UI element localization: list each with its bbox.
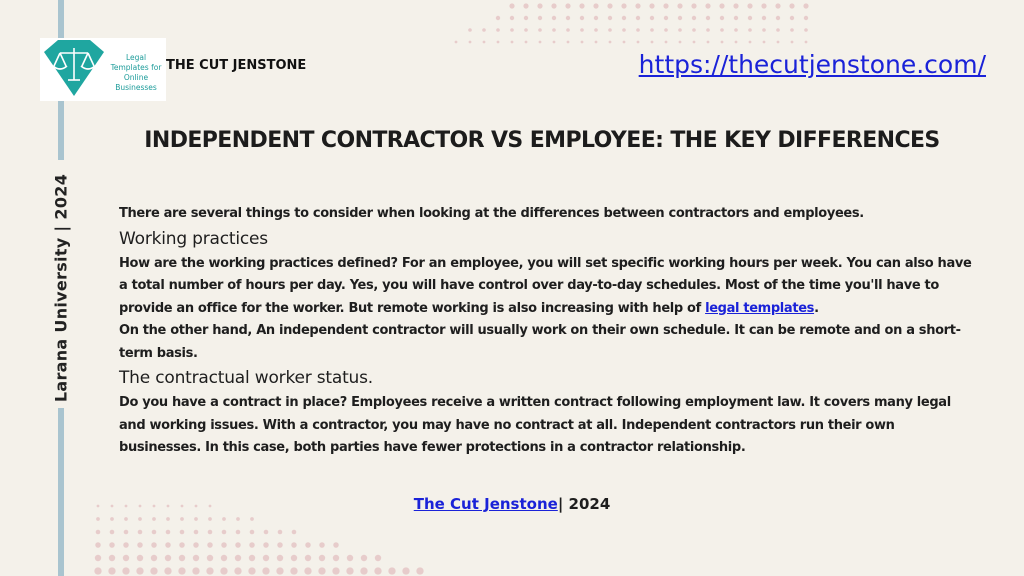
- intro-paragraph: There are several things to consider when looking at the differences between contractors and employees.: [119, 206, 864, 221]
- paragraph-text: How are the working practices defined? For an employee, you will set specific working hours per week. You can also have a total number of hours per day. Yes, you will have control over day-to-day schedules. Most of the time you'll have to provide an office for the worker. But remote working is also increasing with help of: [119, 255, 972, 316]
- logo-text: Legal Templates for Online Businesses: [110, 53, 162, 92]
- accent-bar-bottom: [58, 408, 64, 576]
- page-title: INDEPENDENT CONTRACTOR VS EMPLOYEE: THE KEY DIFFERENCES: [144, 128, 940, 153]
- heading-working-practices: Working practices: [119, 228, 268, 249]
- brand-name: THE CUT JENSTONE: [166, 58, 307, 73]
- paragraph-end: .: [814, 300, 819, 316]
- logo: [40, 38, 166, 101]
- working-practices-paragraph: [119, 253, 979, 321]
- article-body: [119, 203, 979, 460]
- footer: [0, 495, 1024, 513]
- legal-templates-link[interactable]: legal templates: [705, 300, 815, 316]
- footer-link[interactable]: The Cut Jenstone: [413, 495, 558, 513]
- contract-paragraph: Do you have a contract in place? Employees receive a written contract following employment law. It covers many legal and working issues. With a contractor, you may have no contract at all. Independent contractors run their own businesses. In this case, both parties have fewer protections in a contractor relationship.: [119, 395, 951, 455]
- heading-contractual-status: The contractual worker status.: [119, 368, 373, 388]
- footer-year: | 2024: [557, 495, 611, 513]
- website-link[interactable]: https://thecutjenstone.com/: [638, 50, 986, 79]
- contractor-schedule-paragraph: On the other hand, An independent contractor will usually work on their own schedule. It can be remote and on a short-term basis.: [119, 323, 961, 361]
- scales-of-justice-icon: [40, 38, 110, 101]
- side-label: Larana University | 2024: [51, 173, 71, 403]
- top-dot-pattern: [420, 0, 840, 50]
